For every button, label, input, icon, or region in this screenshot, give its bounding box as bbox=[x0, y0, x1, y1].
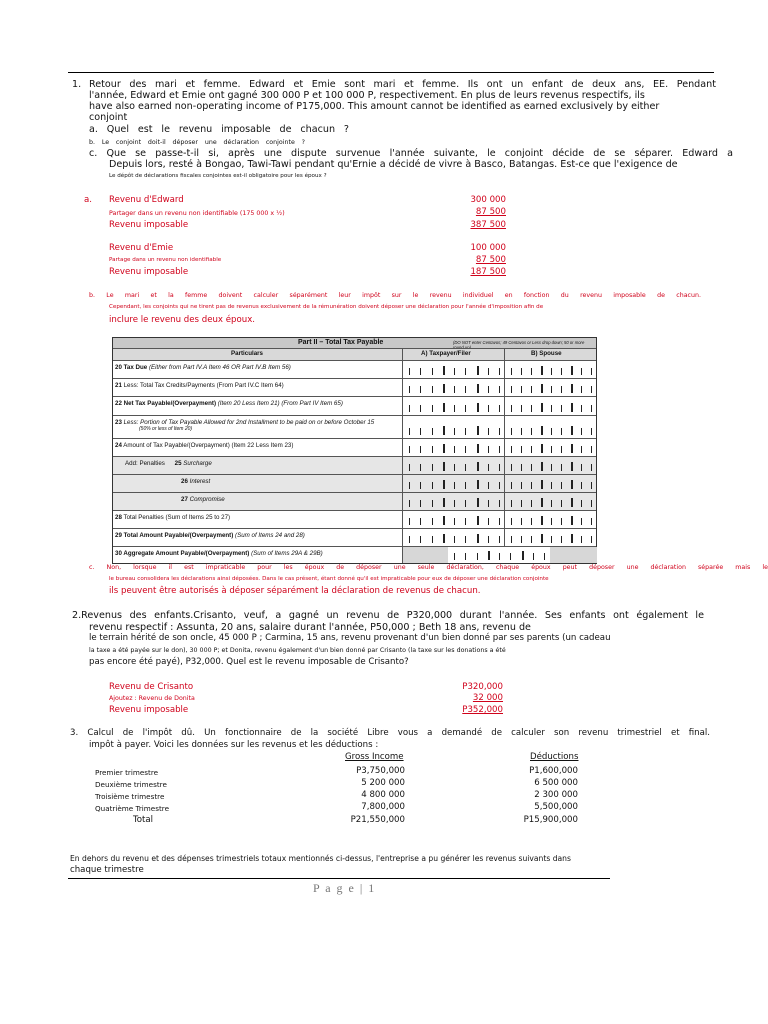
col-spouse: B) Spouse bbox=[531, 350, 562, 357]
form-note: (DO NOT enter Centavos; 49 Centavos or Less drop down; 50 or more bbox=[453, 340, 585, 345]
form-row-25 bbox=[113, 456, 596, 474]
spouse-amount-cell[interactable] bbox=[504, 379, 597, 396]
q3-total-label: Total bbox=[133, 815, 154, 825]
q1-question-a: a. Quel est le revenu imposable de chacun ? bbox=[89, 124, 349, 135]
taxpayer-amount-cell[interactable] bbox=[402, 457, 505, 474]
edward-income-value: 300 000 bbox=[470, 195, 506, 205]
q1-line3: have also earned non-operating income of P175,000. This amount cannot be identified as earned exclusively by either bbox=[89, 101, 660, 112]
taxpayer-amount-cell[interactable] bbox=[402, 416, 505, 438]
taxpayer-amount-cell[interactable] bbox=[402, 397, 505, 415]
crisanto-income-value: P320,000 bbox=[462, 682, 503, 692]
q2-line3: le terrain hérité de son oncle, 45 000 P ; Carmina, 15 ans, revenu provenant d'un bien donné par ses parents (un cadeau bbox=[89, 633, 611, 643]
spouse-amount-cell[interactable] bbox=[504, 475, 597, 492]
q3-row-deductions: 2 300 000 bbox=[534, 790, 578, 800]
form-row-27 bbox=[113, 492, 596, 510]
taxpayer-amount-cell[interactable] bbox=[402, 511, 505, 528]
q3-col-deductions: Déductions bbox=[530, 752, 579, 762]
crisanto-taxable-value: P352,000 bbox=[462, 705, 503, 715]
taxpayer-amount-cell[interactable] bbox=[402, 475, 505, 492]
taxpayer-amount-cell[interactable] bbox=[402, 379, 505, 396]
form-row-22 bbox=[113, 396, 596, 415]
form-row-21 bbox=[113, 378, 596, 396]
taxpayer-amount-cell[interactable] bbox=[402, 361, 505, 378]
col-taxpayer: A) Taxpayer/Filer bbox=[421, 350, 471, 357]
edward-taxable-label: Revenu imposable bbox=[109, 220, 189, 230]
donita-income-value: 32 000 bbox=[472, 693, 503, 703]
spouse-amount-cell[interactable] bbox=[504, 397, 597, 415]
q3-line1: 3. Calcul de l'impôt dû. Un fonctionnaire de la société Libre vous a demandé de calculer son revenu trimestriel et final. bbox=[70, 728, 710, 738]
form-row-label: 22 Net Tax Payable/(Overpayment) (Item 20 Less Item 21) (From Part IV Item 65) bbox=[115, 400, 343, 407]
form-row-label: 23 Less: Portion of Tax Payable Allowed for 2nd Installment to be paid on or before October 15 (50% or less of Item 20) bbox=[115, 419, 375, 432]
form-row-30 bbox=[113, 546, 596, 563]
emie-share-value: 87 500 bbox=[475, 255, 506, 265]
form-rows bbox=[113, 360, 596, 563]
edward-share-value: 87 500 bbox=[475, 207, 506, 217]
crisanto-taxable-label: Revenu imposable bbox=[109, 705, 189, 715]
answer-c-line2: le bureau consolidera les déclarations ainsi déposées. Dans le cas présent, étant donné qu'il est impraticable pour eux de déposer une déclaration conjointe bbox=[109, 576, 549, 582]
form-title: Part II – Total Tax Payable bbox=[298, 339, 384, 346]
form-row-label: 27 Compromise bbox=[181, 496, 225, 503]
q3-row-gross: 4 800 000 bbox=[361, 790, 405, 800]
form-row-label: 28 Total Penalties (Sum of Items 25 to 27) bbox=[115, 514, 231, 521]
q1-question-b: b. Le conjoint doit-il déposer une déclaration conjointe ? bbox=[89, 139, 305, 146]
top-rule bbox=[68, 72, 714, 73]
answer-a-marker: a. bbox=[84, 195, 92, 205]
form-row-label: 20 Tax Due (Either from Part IV.A Item 46 OR Part IV.B Item 56) bbox=[115, 364, 291, 371]
crisanto-income-label: Revenu de Crisanto bbox=[109, 682, 194, 692]
form-row-23 bbox=[113, 415, 596, 438]
donita-income-label: Ajoutez : Revenu de Donita bbox=[109, 695, 195, 702]
q1-number: 1. bbox=[72, 79, 82, 90]
edward-share-label: Partager dans un revenu non identifiable (175 000 x ½) bbox=[109, 210, 285, 217]
q1-line2: l'année, Edward et Emie ont gagné 300 000 P et 100 000 P, respectivement. En plus de leurs revenus respectifs, ils bbox=[89, 90, 645, 101]
bottom-rule bbox=[68, 878, 610, 879]
form-row-28 bbox=[113, 510, 596, 528]
q3-row-label: Quatrième Trimestre bbox=[95, 804, 170, 813]
q3-total-deductions: P15,900,000 bbox=[523, 815, 578, 825]
q3-total-gross: P21,550,000 bbox=[350, 815, 405, 825]
spouse-amount-cell[interactable] bbox=[504, 493, 597, 510]
emie-income-label: Revenu d'Emie bbox=[109, 243, 174, 253]
q3-after-line1: En dehors du revenu et des dépenses trimestriels totaux mentionnés ci-dessus, l'entreprise a pu générer les revenus suivants dans bbox=[70, 854, 571, 863]
q3-line2: impôt à payer. Voici les données sur les revenus et les déductions : bbox=[89, 740, 379, 750]
spouse-amount-cell[interactable] bbox=[504, 529, 597, 546]
q1-question-c-line2: Depuis lors, resté à Bongao, Tawi-Tawi pendant qu'Ernie a décidé de vivre à Basco, Batangas. Est-ce que l'exigence de bbox=[109, 159, 678, 170]
form-title-bar bbox=[113, 338, 596, 348]
form-row-24 bbox=[113, 438, 596, 456]
edward-taxable-value: 387 500 bbox=[470, 220, 506, 230]
spouse-amount-cell[interactable] bbox=[504, 361, 597, 378]
q1-line4: conjoint bbox=[89, 112, 128, 123]
form-row-label: 29 Total Amount Payable/(Overpayment) (Sum of Items 24 and 28) bbox=[115, 532, 305, 539]
form-row-label: 26 Interest bbox=[181, 478, 211, 485]
q3-col-gross: Gross Income bbox=[345, 752, 404, 762]
q3-row-label: Troisième trimestre bbox=[95, 792, 165, 801]
answer-b-line1: b. Le mari et la femme doivent calculer séparément leur impôt sur le revenu individuel en fonction du revenu imposable de chacun. bbox=[89, 292, 701, 299]
q3-row-gross: 7,800,000 bbox=[361, 802, 405, 812]
form-row-label: 24 Amount of Tax Payable/(Overpayment) (Item 22 Less Item 23) bbox=[115, 442, 294, 449]
q1-question-c-line1: c. Que se passe-t-il si, après une dispute survenue l'année suivante, le conjoint décide de se séparer. Edward a bbox=[89, 148, 733, 159]
answer-c-line1: c. Non, lorsque il est impraticable pour les époux de déposer une seule déclaration, chaque époux peut déposer une déclaration séparée mais le bbox=[89, 564, 768, 571]
q3-row-label: Deuxième trimestre bbox=[95, 780, 167, 789]
spouse-amount-cell[interactable] bbox=[504, 457, 597, 474]
answer-b-line2: Cependant, les conjoints qui ne tirent pas de revenus exclusivement de la rémunération doivent déposer une déclaration pour l'année d'imposition afin de bbox=[109, 304, 544, 310]
emie-share-label: Partage dans un revenu non identifiable bbox=[109, 257, 222, 263]
q3-row-deductions: 5,500,000 bbox=[534, 802, 578, 812]
taxpayer-amount-cell[interactable] bbox=[402, 529, 505, 546]
spouse-amount-cell[interactable] bbox=[504, 416, 597, 438]
q3-row-gross: P3,750,000 bbox=[356, 766, 405, 776]
form-row-20 bbox=[113, 360, 596, 378]
form-row-label: Add: Penalties 25 Surcharge bbox=[125, 460, 212, 467]
emie-income-value: 100 000 bbox=[470, 243, 506, 253]
form-header-row bbox=[113, 348, 596, 360]
q3-row-deductions: P1,600,000 bbox=[529, 766, 578, 776]
form-row-29 bbox=[113, 528, 596, 546]
q2-line5: pas encore été payé), P32,000. Quel est le revenu imposable de Crisanto? bbox=[89, 657, 409, 667]
spouse-amount-cell[interactable] bbox=[504, 511, 597, 528]
taxpayer-amount-cell[interactable] bbox=[402, 493, 505, 510]
q2-line2: revenu respectif : Assunta, 20 ans, salaire durant l'année, P50,000 ; Beth 18 ans, revenu de bbox=[89, 622, 531, 633]
aggregate-amount-cell[interactable] bbox=[448, 547, 550, 563]
q3-row-label: Premier trimestre bbox=[95, 768, 159, 777]
answer-b-line3: inclure le revenu des deux époux. bbox=[109, 315, 256, 325]
q2-line4: la taxe a été payée sur le don), 30 000 P; et Donita, revenu également d'un bien donné par Crisanto (la taxe sur les donations a été bbox=[89, 647, 506, 654]
tax-form-part2 bbox=[112, 337, 597, 564]
q3-after-line2: chaque trimestre bbox=[70, 865, 144, 875]
form-row-label: 30 Aggregate Amount Payable/(Overpayment) (Sum of Items 29A & 29B) bbox=[115, 550, 323, 557]
edward-income-label: Revenu d'Edward bbox=[109, 195, 184, 205]
form-row-label: 21 Less: Total Tax Credits/Payments (From Part IV.C Item 64) bbox=[115, 382, 284, 389]
form-row-26 bbox=[113, 474, 596, 492]
q1-question-c-line3: Le dépôt de déclarations fiscales conjointes est-il obligatoire pour les époux ? bbox=[109, 173, 327, 179]
page-number: P a g e | 1 bbox=[313, 881, 376, 895]
taxpayer-amount-cell[interactable] bbox=[402, 439, 505, 456]
q2-line1: 2.Revenus des enfants.Crisanto, veuf, a gagné un revenu de P320,000 durant l'année. Ses enfants ont également le bbox=[72, 610, 704, 621]
emie-taxable-value: 187 500 bbox=[470, 267, 506, 277]
q3-row-deductions: 6 500 000 bbox=[534, 778, 578, 788]
spouse-amount-cell[interactable] bbox=[504, 439, 597, 456]
emie-taxable-label: Revenu imposable bbox=[109, 267, 189, 277]
answer-c-line3: ils peuvent être autorisés à déposer séparément la déclaration de revenus de chacun. bbox=[109, 586, 481, 596]
col-particulars: Particulars bbox=[231, 350, 263, 357]
q1-line1: Retour des mari et femme. Edward et Emie sont mari et femme. Ils ont un enfant de deux ans, EE. Pendant bbox=[89, 79, 716, 90]
q3-row-gross: 5 200 000 bbox=[361, 778, 405, 788]
